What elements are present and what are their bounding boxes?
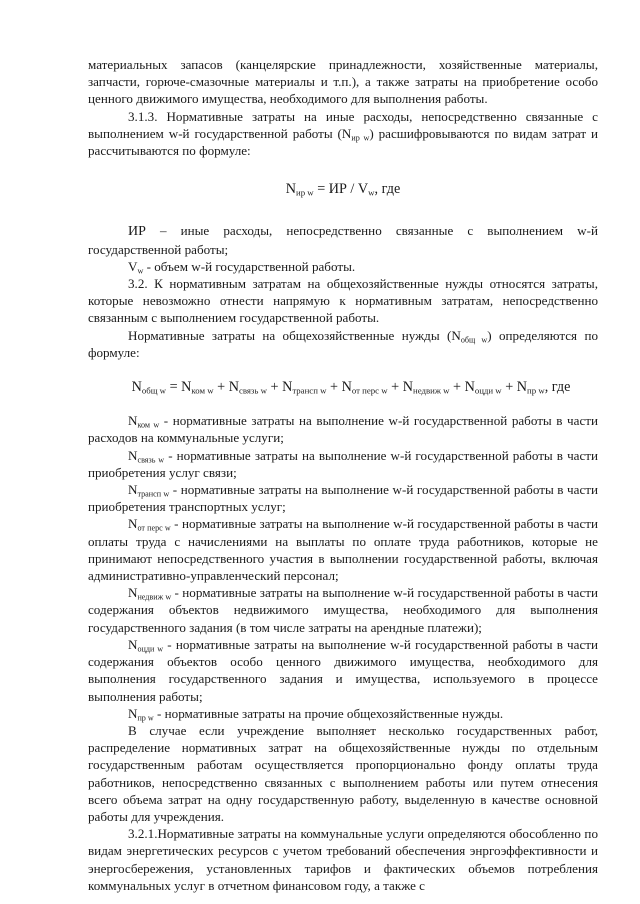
definition-real-estate [88, 584, 598, 636]
paragraph-3-2-1 [88, 825, 598, 894]
definition-volume [88, 258, 598, 275]
subscript: недвиж w [137, 592, 172, 602]
formula-symbol: N [128, 482, 138, 498]
paragraph-3-1-3 [88, 108, 598, 160]
text: 3.2. К нормативным затратам на общехозяйственные нужды относятся затраты, которые невозможно отнести напрямую к нормативным затратам, непосредственно связанным с выполнением государственной работы. [88, 276, 598, 326]
subscript: ир w [295, 187, 314, 198]
formula-symbol: N [282, 379, 293, 396]
definition-communications [88, 447, 598, 481]
paragraph-distribution [88, 722, 598, 825]
subscript: недвиж w [412, 385, 450, 396]
formula-symbol: N [402, 379, 413, 396]
formula-symbol: V [128, 258, 138, 274]
subscript: w [137, 266, 144, 276]
subscript: от перс w [351, 385, 388, 396]
formula-symbol: N [516, 379, 528, 396]
text: - нормативные затраты на выполнение w-й государственной работы в части содержания объектов недвижимого имущества, необходимого для выполнения государственного задания (в том числе затраты на арендные платежи); [88, 585, 598, 635]
formula-symbol: N [128, 636, 138, 652]
text: - нормативные затраты на выполнение w-й государственной работы в части содержания объектов особо ценного движимого имущества, необходимого для выполнения государственного задания и имущества, используемого в процессе выполнения работы; [88, 636, 598, 704]
definition-transport [88, 481, 598, 515]
formula-text: = ИР / V [313, 181, 369, 198]
definition-other-needs [88, 705, 598, 722]
formula-operator: + [387, 379, 403, 396]
text: Нормативные затраты на общехозяйственные нужды (N [128, 327, 461, 343]
formula-symbol: N [181, 379, 192, 396]
paragraph-3-2 [88, 275, 598, 327]
formula-other-expenses [88, 181, 598, 198]
formula-operator: = [166, 379, 182, 396]
formula-operator: + [326, 379, 342, 396]
subscript: w [368, 187, 375, 198]
paragraph-general-needs-formula-intro [88, 327, 598, 361]
subscript: ком w [137, 420, 160, 430]
subscript: общ w [460, 335, 488, 345]
formula-symbol: N [128, 447, 138, 463]
formula-operator: + [501, 379, 517, 396]
formula-operator: + [266, 379, 283, 396]
formula-symbol: N [128, 413, 138, 429]
subscript: ком w [191, 385, 214, 396]
formula-symbol: N [228, 379, 239, 396]
formula-symbol: N [464, 379, 475, 396]
subscript: оцди w [137, 644, 164, 654]
subscript: общ w [141, 385, 167, 396]
definition-valuable-property [88, 636, 598, 705]
document-page [88, 56, 598, 894]
formula-symbol: ИР [128, 224, 146, 240]
subscript: связь w [238, 385, 267, 396]
subscript: пр w [137, 713, 154, 723]
paragraph-materials-continuation [88, 56, 598, 108]
formula-symbol: N [131, 379, 142, 396]
formula-symbol: N [341, 379, 352, 396]
formula-operator: + [213, 379, 229, 396]
text: - нормативные затраты на выполнение w-й государственной работы в части приобретения транспортных услуг; [88, 482, 598, 515]
text: - нормативные затраты на выполнение w-й государственной работы в части оплаты труда с начислениями на выплаты по оплате труда работников, которые не принимают непосредственного участия в выполнении государственной работы, включая административно-управленческий персонал; [88, 516, 599, 584]
subscript: от перс w [137, 523, 171, 533]
text: 3.2.1.Нормативные затраты на коммунальные услуги определяются обособленно по видам энергетических ресурсов с учетом требований обеспечения энргоэффективности и энергосбережения, установленных тарифов и фактических объемов потребления коммунальных услуг в отчетном финансовом году, а также с [88, 826, 598, 893]
text: ) расшифровываются по видам затрат и рассчитываются по формуле: [88, 125, 599, 159]
text: ) определяются по формуле: [88, 327, 599, 360]
formula-operator: + [449, 379, 465, 396]
subscript: ир w [351, 133, 370, 143]
subscript: оцди w [474, 385, 502, 396]
definition-ir [88, 222, 598, 257]
text: материальных запасов (канцелярские принадлежности, хозяйственные материалы, запчасти, горюче-смазочные материалы и т.п.), а также затраты на приобретение особо ценного движимого имущества, необходимого для выполнения работы. [88, 57, 598, 107]
subscript: связь w [137, 455, 165, 465]
formula-symbol: N [128, 705, 138, 721]
text: - объем w-й государственной работы. [143, 258, 356, 274]
subscript: пр w [527, 385, 545, 396]
formula-symbol: N [128, 585, 138, 601]
formula-text: , где [374, 181, 401, 198]
definition-utilities [88, 412, 598, 446]
text: - нормативные затраты на выполнение w-й государственной работы в части приобретения услуг связи; [88, 447, 599, 480]
formula-symbol: N [128, 516, 138, 532]
formula-symbol: N [285, 181, 296, 198]
text: - нормативные затраты на выполнение w-й государственной работы в части расходов на коммунальные услуги; [88, 413, 598, 446]
subscript: трансп w [292, 385, 327, 396]
text: 3.1.3. Нормативные затраты на иные расходы, непосредственно связанные с выполнением w-й государственной работы (N [88, 108, 598, 141]
text: В случае если учреждение выполняет несколько государственных работ, распределение нормативных затрат на общехозяйственные нужды по отдельным государственным работам осуществляется пропорционально фонду оплаты труда работников, непосредственно связанных с выполнением работы или путем отнесения всего объема затрат на одну государственную работу, выделенную в качестве основной работы для учреждения. [88, 722, 598, 824]
text: – иные расходы, непосредственно связанные с выполнением w-й государственной работы; [88, 223, 598, 257]
formula-text: , где [544, 379, 571, 396]
formula-general-needs [88, 379, 598, 396]
subscript: трансп w [137, 489, 170, 499]
definition-personnel [88, 515, 598, 584]
text: - нормативные затраты на прочие общехозяйственные нужды. [153, 705, 504, 721]
